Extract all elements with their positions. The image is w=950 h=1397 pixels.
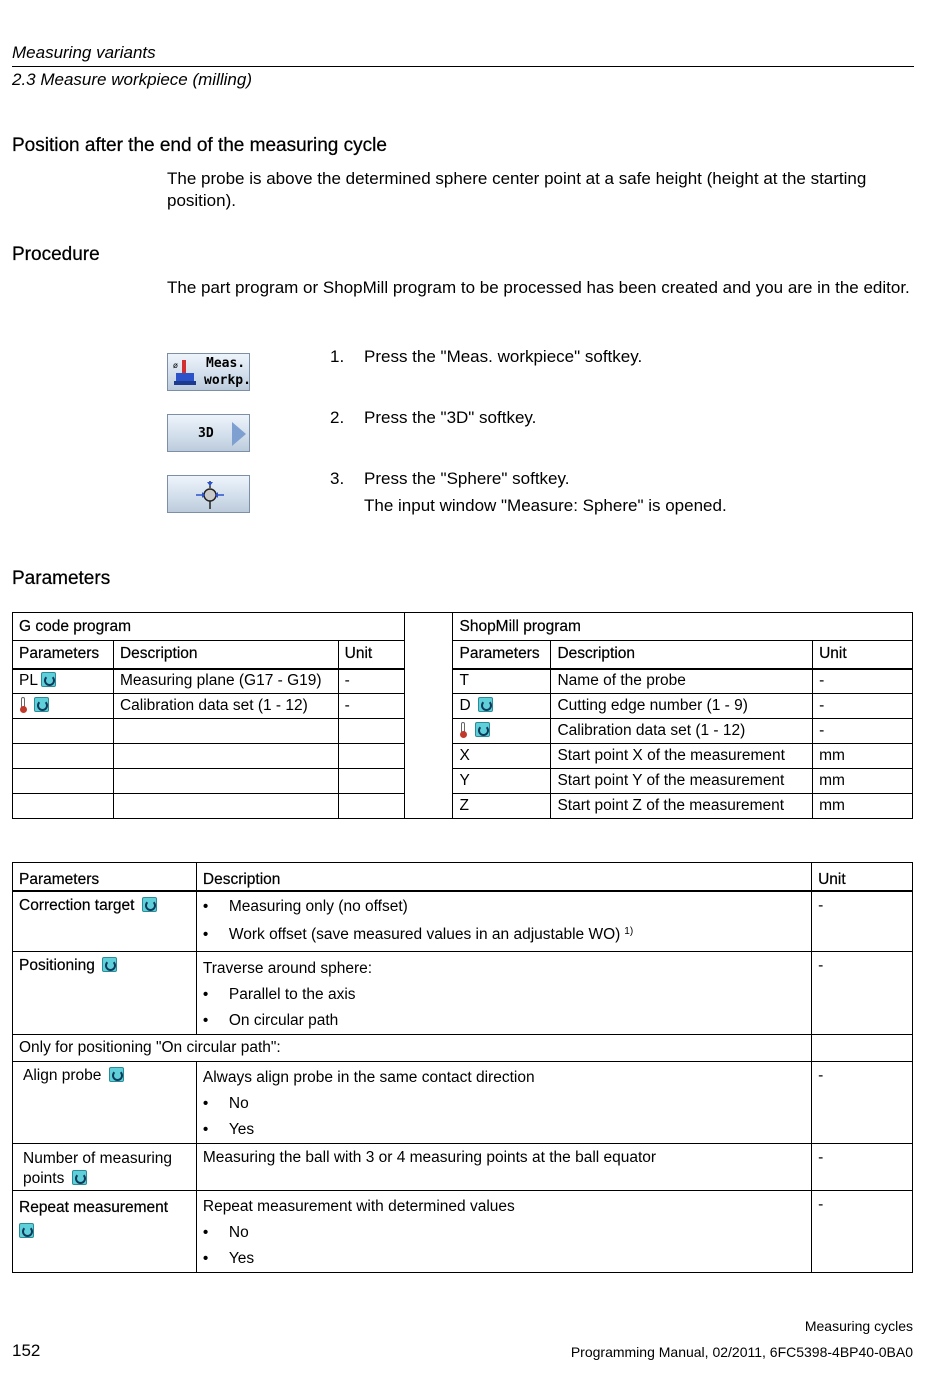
bullet-text: On circular path: [228, 1012, 339, 1029]
empty-cell: [812, 1035, 913, 1062]
list-item: • Parallel to the axis: [203, 982, 805, 1008]
toggle-cycle-icon: [109, 1067, 124, 1082]
table-row: [13, 1062, 913, 1144]
procedure-heading: Procedure: [12, 244, 100, 265]
shopmill-desc-cell: Start point X of the measurement: [551, 744, 813, 769]
desc-cell: [196, 952, 811, 1035]
table-row: [13, 694, 913, 719]
shopmill-col-parameters: Parameters: [453, 641, 551, 669]
param-name: Positioning: [19, 957, 95, 974]
shopmill-param-cell: X: [453, 744, 551, 769]
shopmill-param-cell: [453, 719, 551, 744]
step-1-text: Press the "Meas. workpiece" softkey.: [364, 347, 643, 366]
unit-cell: -: [812, 1062, 913, 1144]
param-name: D: [459, 697, 471, 714]
running-header-section: 2.3 Measure workpiece (milling): [12, 70, 252, 89]
param-cell: [13, 1062, 197, 1144]
toggle-cycle-icon: [475, 722, 490, 737]
step-3-result: The input window "Measure: Sphere" is opened.: [364, 496, 727, 515]
footnote-marker: 1): [624, 925, 634, 937]
bullet-text: Parallel to the axis: [228, 986, 356, 1003]
desc-intro: Traverse around sphere:: [202, 960, 373, 977]
shopmill-unit-cell: -: [813, 669, 913, 694]
gcode-unit-cell: -: [338, 694, 404, 719]
gcode-program-title: G code program: [13, 613, 405, 641]
step-2-text: Press the "3D" softkey.: [364, 408, 537, 427]
step-1-number: 1.: [330, 347, 345, 366]
page-number: 152: [12, 1341, 41, 1360]
step-3-number: 3.: [330, 469, 345, 488]
empty-cell: [338, 794, 404, 819]
table-row: [13, 719, 913, 744]
bullet-text: Yes: [228, 1121, 255, 1138]
position-heading: Position after the end of the measuring cycle: [12, 135, 387, 156]
shopmill-unit-cell: mm: [813, 744, 913, 769]
shopmill-desc-cell: Cutting edge number (1 - 9): [551, 694, 813, 719]
table-row: [13, 1035, 913, 1062]
shopmill-unit-cell: -: [813, 694, 913, 719]
gcode-desc-cell: Measuring plane (G17 - G19): [113, 669, 338, 694]
sphere-probe-icon: [194, 479, 226, 511]
empty-cell: [338, 719, 404, 744]
empty-cell: [113, 794, 338, 819]
unit-cell: -: [812, 952, 913, 1035]
list-item: • Measuring only (no offset): [203, 898, 805, 926]
3d-softkey[interactable]: [167, 414, 250, 452]
desc-cell: [196, 891, 811, 952]
list-item: • On circular path: [203, 1008, 805, 1034]
empty-cell: [13, 794, 114, 819]
thermometer-calibration-icon: [19, 697, 27, 713]
param-name: Repeat measurement: [19, 1199, 169, 1216]
position-text: The probe is above the determined sphere center point at a safe height (height at the starting position).: [167, 169, 867, 210]
empty-cell: [113, 769, 338, 794]
gcode-desc-cell: Calibration data set (1 - 12): [113, 694, 338, 719]
bullet-text: Measuring only (no offset): [228, 897, 408, 915]
table-row: [13, 891, 913, 952]
section-note-cell: Only for positioning "On circular path":: [13, 1035, 812, 1062]
toggle-cycle-icon: [34, 697, 49, 712]
empty-cell: [338, 744, 404, 769]
thermometer-calibration-icon: [459, 722, 467, 738]
unit-cell: -: [812, 891, 913, 952]
meas-workpiece-softkey[interactable]: [167, 353, 250, 391]
param-cell: [13, 952, 197, 1035]
shopmill-param-cell: Z: [453, 794, 551, 819]
bullet-text: Work offset (save measured values in an adjustable WO): [228, 925, 621, 943]
shopmill-param-cell: [453, 694, 551, 719]
shopmill-param-cell: Y: [453, 769, 551, 794]
shopmill-col-unit: Unit: [813, 641, 913, 669]
gcode-col-unit: Unit: [338, 641, 404, 669]
table-row: [13, 744, 913, 769]
toggle-cycle-icon: [72, 1170, 87, 1185]
shopmill-desc-cell: Start point Z of the measurement: [551, 794, 813, 819]
toggle-cycle-icon: [19, 1223, 34, 1238]
arrow-right-icon: [230, 420, 248, 448]
param-cell: [13, 1191, 197, 1273]
running-header-chapter: Measuring variants: [12, 43, 156, 62]
bullet-text: No: [228, 1095, 249, 1112]
toggle-cycle-icon: [102, 957, 117, 972]
desc-intro: Repeat measurement with determined values: [202, 1198, 515, 1215]
table-row: [13, 794, 913, 819]
unit-cell: -: [812, 1191, 913, 1273]
parameter-table-programs: [12, 612, 913, 819]
list-item: • No: [203, 1220, 805, 1246]
bullet-text: Yes: [228, 1250, 255, 1267]
toggle-cycle-icon: [478, 697, 493, 712]
col-parameters: Parameters: [13, 863, 197, 891]
list-item: • Yes: [203, 1117, 805, 1143]
shopmill-unit-cell: -: [813, 719, 913, 744]
param-cell: [13, 1144, 197, 1191]
shopmill-desc-cell: Name of the probe: [551, 669, 813, 694]
parameter-table-options: [12, 862, 913, 1273]
list-item: • Yes: [203, 1246, 805, 1272]
footer-manual-info: Programming Manual, 02/2011, 6FC5398-4BP40-0BA0: [570, 1344, 913, 1360]
empty-cell: [113, 744, 338, 769]
svg-text:ø: ø: [173, 361, 178, 370]
param-cell: [13, 891, 197, 952]
procedure-text: The part program or ShopMill program to be processed has been created and you are in the editor.: [167, 278, 910, 297]
gcode-param-cell: [13, 694, 114, 719]
desc-cell: [196, 1062, 811, 1144]
empty-cell: [338, 769, 404, 794]
step-2-number: 2.: [330, 408, 345, 427]
step-3-text: Press the "Sphere" softkey.: [364, 469, 570, 488]
param-name: Correction target: [19, 896, 135, 914]
table-gap: [404, 613, 453, 819]
gcode-col-description: Description: [113, 641, 338, 669]
toggle-cycle-icon: [41, 672, 56, 687]
meas-softkey-label-1: Meas.: [206, 356, 246, 371]
list-item: • No: [203, 1091, 805, 1117]
desc-cell: [196, 1191, 811, 1273]
toggle-cycle-icon: [142, 897, 157, 912]
shopmill-col-description: Description: [551, 641, 813, 669]
table-row: [13, 769, 913, 794]
list-item: • Work offset (save measured values in an adjustable WO) 1): [202, 925, 634, 943]
footer-title: Measuring cycles: [804, 1318, 913, 1334]
table-row: [13, 669, 913, 694]
shopmill-program-title: ShopMill program: [453, 613, 913, 641]
desc-intro: Always align probe in the same contact direction: [202, 1069, 535, 1086]
empty-cell: [13, 769, 114, 794]
col-unit: Unit: [812, 863, 913, 891]
shopmill-desc-cell: Start point Y of the measurement: [551, 769, 813, 794]
empty-cell: [13, 719, 114, 744]
3d-softkey-label: 3D: [198, 426, 214, 441]
param-name: Number of measuring points: [23, 1150, 173, 1187]
table-row: [13, 952, 913, 1035]
sphere-softkey[interactable]: [167, 475, 250, 513]
gcode-unit-cell: -: [338, 669, 404, 694]
bullet-text: No: [228, 1224, 249, 1241]
desc-cell: Measuring the ball with 3 or 4 measuring points at the ball equator: [196, 1144, 811, 1191]
shopmill-unit-cell: mm: [813, 794, 913, 819]
table-row: [13, 1191, 913, 1273]
empty-cell: [13, 744, 114, 769]
shopmill-unit-cell: mm: [813, 769, 913, 794]
gcode-param-cell: [13, 669, 114, 694]
meas-softkey-label-2: workp.: [204, 373, 251, 388]
shopmill-desc-cell: Calibration data set (1 - 12): [551, 719, 813, 744]
shopmill-param-cell: T: [453, 669, 551, 694]
parameters-heading: Parameters: [12, 568, 111, 589]
gcode-col-parameters: Parameters: [13, 641, 114, 669]
param-name: Align probe: [23, 1067, 102, 1084]
param-name: PL: [19, 672, 38, 690]
header-rule: [12, 66, 914, 67]
table-row: [13, 1144, 913, 1191]
probe-workpiece-icon: [172, 358, 198, 388]
col-description: Description: [196, 863, 811, 891]
empty-cell: [113, 719, 338, 744]
unit-cell: -: [812, 1144, 913, 1191]
